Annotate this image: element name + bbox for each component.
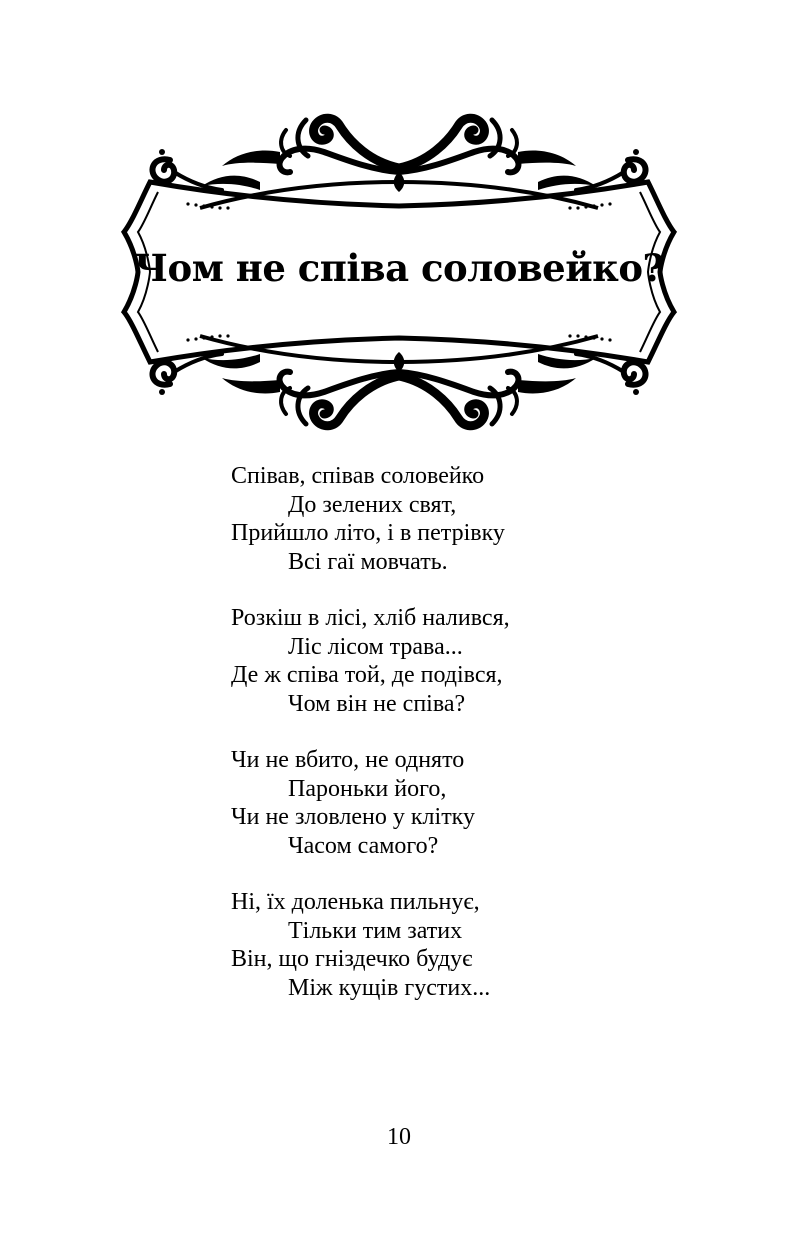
poem-line: Ліс лісом трава... (288, 633, 463, 660)
poem-line: Співав, співав соловейко (231, 463, 485, 489)
poem-line: Чи не вбито, не однято (231, 747, 465, 773)
poem-line: До зелених свят, (288, 491, 457, 518)
stanza-2 (231, 604, 681, 718)
poem-line: Чи не зловлено у клітку (231, 804, 475, 830)
poem-line: Де ж співа той, де подівся, (231, 662, 503, 688)
poem-line: Тільки тим затих (288, 917, 463, 944)
stanza-4 (231, 888, 681, 1002)
poem-line: Всі гаї мовчать. (288, 548, 448, 575)
poem-line: Він, що гніздечко будує (231, 946, 473, 972)
poem-line: Розкіш в лісі, хліб налився, (231, 605, 510, 631)
poem-line: Між кущів густих... (288, 974, 491, 1001)
page-number: 10 (387, 1124, 411, 1150)
stanza-3 (231, 746, 681, 860)
poem-body (231, 462, 681, 1030)
poem-title: Чом не співа соловейко? (134, 246, 664, 290)
poem-line: Чом він не співа? (288, 690, 466, 717)
poem-line: Прийшло літо, і в петрівку (231, 520, 505, 546)
poem-line: Часом самого? (288, 832, 439, 859)
stanza-1 (231, 462, 681, 576)
poem-line: Ні, їх доленька пильнує, (231, 889, 480, 915)
poem-line: Пароньки його, (288, 775, 447, 802)
